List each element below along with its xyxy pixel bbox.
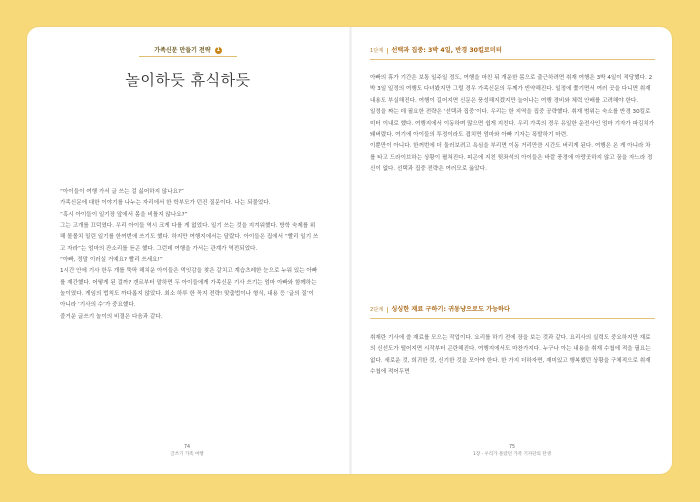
paragraph: “혹시 아이들이 일기장 앞에서 몸을 비틀지 않나요?”: [60, 211, 188, 218]
running-title: 1장 · 우리가 몰랐던 가족 기자단의 탄생: [472, 452, 552, 457]
series-tag: [27, 45, 349, 54]
left-folio: [137, 444, 237, 458]
chapter-title: 놀이하듯 휴식하듯: [125, 71, 251, 89]
section-heading-2: [370, 304, 655, 319]
left-page: [27, 27, 349, 474]
paragraph: 아빠의 휴가 기간은 보통 일주일 정도, 여행을 마친 뒤 개운한 몸으로 출근하려면 취재 여행은 3박 4일이 적당했다. 2박 3일 일정의 여행도 다녀봤지만 그럴 경우 가족신문의 두께가 빈약해진다. 일정에 쫓기면서 여러 곳을 다니면 취재 내용도 부실해진다. 여행이 길어지면 신문은 풍성해지겠지만 늘어나는 여행 경비와 체력 안배를 고려해야 한다.: [370, 75, 653, 104]
paragraph: 일정을 짜는 데 필요한 전략은 ‘선택과 집중’이다. 우리는 한 지역을 집중 공략했다. 취재 범위는 숙소를 반경 30킬로미터 이내로 했다. 여행지에서 이동하며 많으면 쉽게 지친다. 우리 가족의 경우 유일한 운전사인 엄마 기자가 파김치가 돼버렸다. 여기에 아이들의 투정이라도 겹치면 엄마와 아빠 기자는 폭발하기 마련.: [370, 109, 655, 139]
left-body-text: [60, 187, 320, 323]
paragraph: 즐거운 글쓰기 놀이의 비결은 다음과 같다.: [60, 313, 163, 320]
section-title: 선택과 집중: 3박 4일, 반경 30킬로미터: [391, 47, 502, 54]
paragraph: 이뿐만이 아니다. 한꺼번에 더 둘러보려고 욕심을 부리면 이동 거리만큼 시간도 버리게 된다. 여행은 온 게 아니라 차를 타고 드라이브하는 상황이 펼쳐진다. 피곤에 지친 뒷좌석의 아이들은 바깥 풍경에 아랑곳하지 않고 꿈을 자느라 정신이 없다. 선택과 집중 전략은 여러모로 옳았다.: [370, 143, 653, 173]
section-heading-1: [370, 45, 655, 60]
paragraph: 가족신문에 대한 이야기를 나누는 자리에서 한 학부모가 던진 질문이다. 나는 되물었다.: [60, 200, 271, 207]
section-title: 싱싱한 재료 구하기: 귀동냥으로도 가능하다: [391, 306, 511, 313]
paragraph: 그는 고개를 끄덕였다. 우리 아이들 역시 크게 다를 게 없었다. 일기 쓰는 것을 지겨워했다. 방학 숙제를 위해 몰몰치 밀린 일기를 한꺼번에 쓰기도 했다. 하지만 여행지에서는 달랐다. 아이들은 집에서 “빨리 일기 쓰고 자라”는 엄마의 잔소리를 듣곤 했다. 그런데 여행을 가서는 관계가 역전되었다.: [60, 223, 319, 252]
step-label: 2단계: [370, 307, 388, 313]
step-label: 1단계: [370, 48, 388, 54]
series-underline: [139, 56, 237, 57]
right-page: [352, 27, 672, 474]
section-2-body: [370, 333, 655, 379]
page-number: 74: [183, 445, 191, 450]
series-number-badge: 1: [216, 47, 220, 53]
paragraph: 1시간 안에 기사 한두 개를 뚝딱 해치운 아이들은 먹잇감을 찾은 갈치고 계습츠레한 눈으로 누워 있는 아빠를 재간했다. 어떻게 된 걸까? 갠르부터 말하면 두 아이들에게 가족신문 기사 쓰기는 엄마 아빠와 함께하는 놀이였다. 게임의 법칙도 까다롭지 않았다. 최소 하루 한 꼭지 전략! 맞춤법이나 형식, 내용 등 ‘글의 질’이 아니라 ‘기사의 수’가 중요했다.: [60, 268, 318, 309]
paragraph: “아이들이 여행 가서 글 쓰는 걸 싫어하지 않나요?”: [60, 189, 184, 195]
page-number: 75: [508, 445, 516, 450]
right-folio: [442, 444, 582, 458]
series-tag-label: 가족신문 만들기 전략: [154, 47, 211, 54]
running-title: 글쓰기 가족 여행: [170, 452, 204, 457]
section-1-body: [370, 73, 655, 176]
book-spread: [27, 27, 672, 474]
paragraph: 취재란 기사에 쓸 재료를 모으는 작업이다. 요리를 하기 전에 장을 보는 것과 같다. 요리사의 실력도 중요하지만 재료의 신선도가 떨어지면 시작부터 곤란해진다. 여행지에서도 마찬가지다. 누구나 아는 내용을 취재 수첩에 적을 필요는 없다. 새로운 것, 희귀한 것, 신기한 것을 모아야 한다. 한 가지 더하자면, 재미있고 행복했던 상황을 구체적으로 취재 수첩에 적어두면: [370, 335, 651, 376]
paragraph: “아빠, 정말 이러실 거예요? 빨리 쓰세요!”: [60, 257, 163, 264]
